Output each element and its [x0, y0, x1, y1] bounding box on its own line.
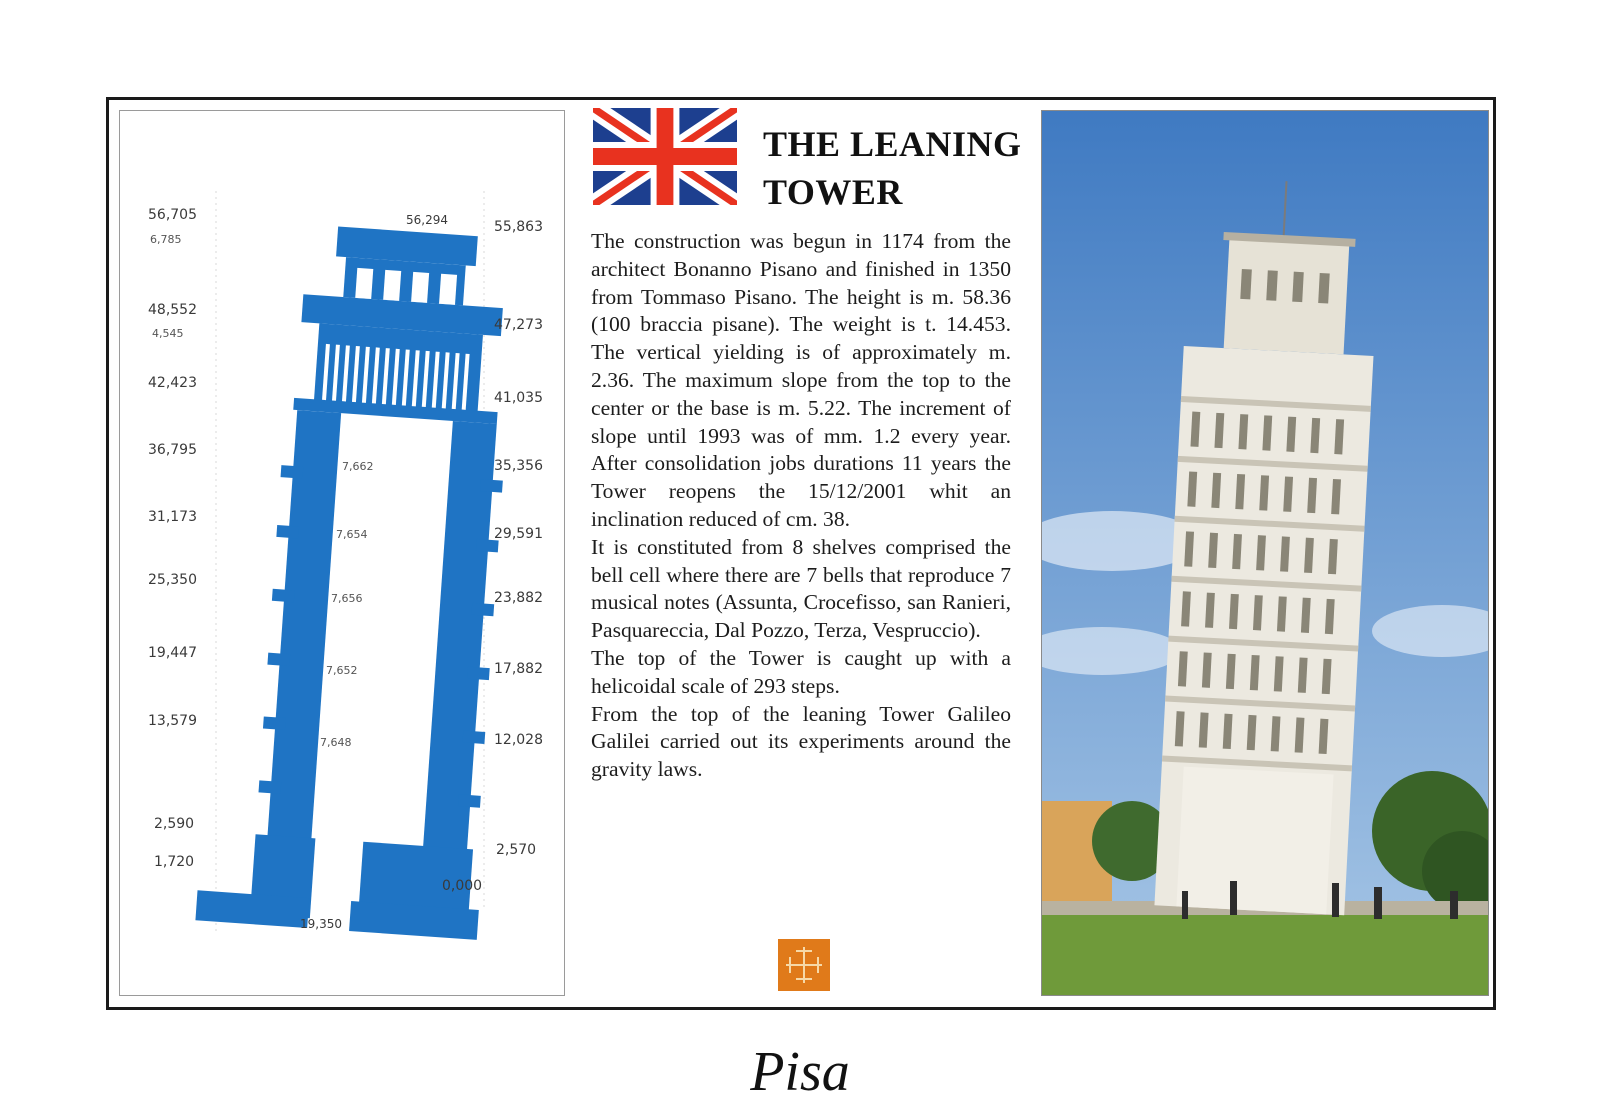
- paragraph-bells: It is constituted from 8 shelves comprised the bell cell where there are 7 bells that reproduce 7 musical notes (Assunta, Crocefisso, san Ranieri, Pasquareccia, Dal Pozzo, Terza, Vespruccio).: [591, 534, 1011, 643]
- dim-left-19447: 19,447: [148, 645, 197, 661]
- dim-base-width: 19,350: [300, 917, 342, 931]
- dim-left-4545: 4,545: [152, 327, 184, 340]
- dim-left-13579: 13,579: [148, 713, 197, 729]
- postcard: [106, 97, 1496, 1010]
- dim-right-29591: 29,591: [494, 526, 543, 542]
- dim-right-23882: 23,882: [494, 590, 543, 606]
- dim-left-31173: 31,173: [148, 509, 197, 525]
- paragraph-history: The construction was begun in 1174 from the architect Bonanno Pisano and finished in 1350 from Tommaso Pisano. The height is m. 58.36 (100 braccia pisane). The weight is t. 14.453. The vertical yielding is of approximately m. 2.36. The maximum slope from the top to the center or the base is m. 5.22. The increment of slope until 1993 was of mm. 1.2 every year. After consolidation jobs durations 11 years the Tower reopens the 15/12/2001 whit an inclination reduced of cm. 38.: [591, 229, 1011, 531]
- tower-elevation-diagram: [119, 110, 565, 996]
- dim-left-6785: 6,785: [150, 233, 182, 246]
- dim-right-17882: 17,882: [494, 661, 543, 677]
- dim-inner-7656: 7,656: [331, 592, 363, 605]
- dim-right-2570: 2,570: [496, 842, 537, 858]
- dim-inner-7652: 7,652: [326, 664, 358, 677]
- dim-inner-7654: 7,654: [336, 528, 368, 541]
- dim-left-1720: 1,720: [154, 854, 195, 870]
- dim-right-35356: 35,356: [494, 458, 543, 474]
- dim-right-12028: 12,028: [494, 732, 543, 748]
- title-line-1: THE LEANING: [763, 124, 1022, 164]
- title-line-2: TOWER: [763, 172, 903, 212]
- dim-left-56705: 56,705: [148, 207, 197, 223]
- dim-top-56294: 56,294: [406, 213, 448, 227]
- union-jack-flag-icon: [593, 108, 737, 205]
- pisan-cross-emblem-icon: [778, 939, 830, 991]
- dim-left-42423: 42,423: [148, 375, 197, 391]
- dim-left-2590: 2,590: [154, 816, 195, 832]
- dim-zero: 0,000: [442, 878, 483, 894]
- dim-left-25350: 25,350: [148, 572, 197, 588]
- dim-right-41035: 41,035: [494, 390, 543, 406]
- dim-left-48552: 48,552: [148, 302, 197, 318]
- dim-inner-7648: 7,648: [320, 736, 352, 749]
- caption-city: Pisa: [750, 1041, 850, 1103]
- paragraph-steps: The top of the Tower is caught up with a helicoidal scale of 293 steps.: [591, 645, 1011, 698]
- description-text: [591, 228, 1011, 784]
- dim-left-36795: 36,795: [148, 442, 197, 458]
- paragraph-galileo: From the top of the leaning Tower Galileo Galilei carried out its experiments around the gravity laws.: [591, 701, 1011, 782]
- dim-inner-7662: 7,662: [342, 460, 374, 473]
- dim-right-55863: 55,863: [494, 219, 543, 235]
- dim-right-47273: 47,273: [494, 317, 543, 333]
- leaning-tower-photo: [1041, 110, 1489, 996]
- page-title: [763, 120, 1033, 216]
